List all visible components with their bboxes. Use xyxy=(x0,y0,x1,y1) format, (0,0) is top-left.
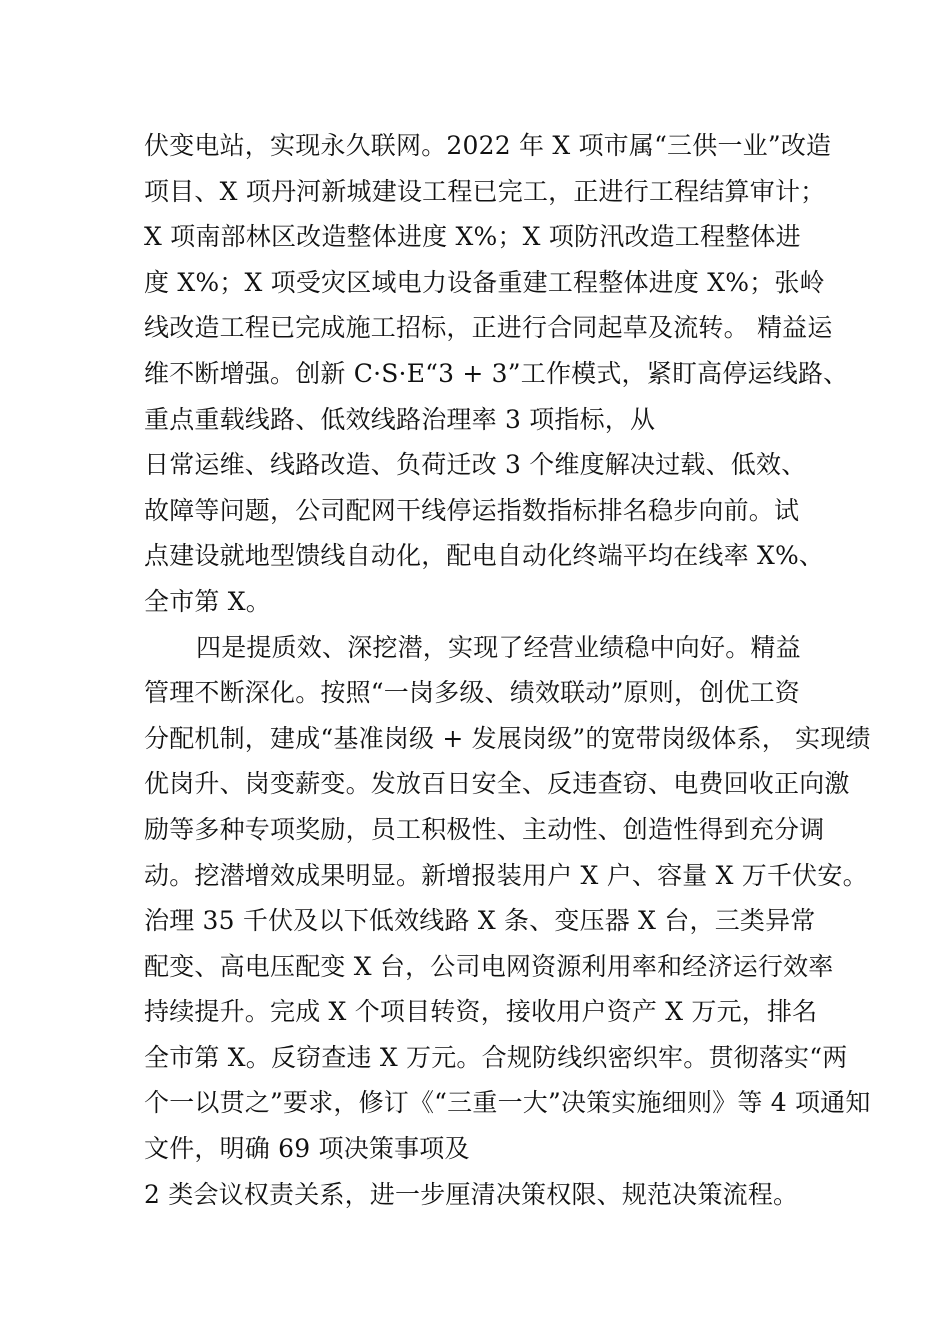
text-line: 动。挖潜增效成果明显。新增报装用户 X 户、容量 X 万千伏安。 xyxy=(144,860,868,890)
text-line: 配变、高电压配变 X 台，公司电网资源利用率和经济运行效率 xyxy=(144,951,834,981)
text-line: 重点重载线路、低效线路治理率 3 项指标，从 xyxy=(144,404,656,434)
text-line: 2 类会议权责关系，进一步厘清决策权限、规范决策流程。 xyxy=(144,1179,799,1209)
text-line: 线改造工程已完成施工招标，正进行合同起草及流转。 精益运 xyxy=(144,313,833,343)
text-line: 治理 35 千伏及以下低效线路 X 条、变压器 X 台，三类异常 xyxy=(144,906,816,936)
text-line: 个一以贯之”要求，修订《“三重一大”决策实施细则》等 4 项通知 xyxy=(144,1088,871,1118)
text-line: 持续提升。完成 X 个项目转资，接收用户资产 X 万元，排名 xyxy=(144,997,818,1027)
text-line: 伏变电站，实现永久联网。2022 年 X 项市属“三供一业”改造 xyxy=(144,131,832,160)
text-line: 分配机制，建成“基准岗级 + 发展岗级”的宽带岗级体系， 实现绩 xyxy=(144,723,871,753)
text-line: 文件，明确 69 项决策事项及 xyxy=(144,1134,470,1164)
text-line: 点建设就地型馈线自动化，配电自动化终端平均在线率 X%、 xyxy=(144,541,825,571)
text-line: 项目、X 项丹河新城建设工程已完工，正进行工程结算审计； xyxy=(144,176,826,206)
text-line: 管理不断深化。按照“一岗多级、绩效联动”原则，创优工资 xyxy=(144,678,800,708)
paragraph-start-line: 四是提质效、深挖潜，实现了经营业绩稳中向好。精益 xyxy=(196,632,801,662)
document-body xyxy=(144,123,871,1217)
text-line: 故障等问题，公司配网干线停运指数指标排名稳步向前。试 xyxy=(144,495,800,525)
text-line: 度 X%；X 项受灾区域电力设备重建工程整体进度 X%；张岭 xyxy=(144,267,825,297)
text-line: 全市第 X。 xyxy=(144,586,271,616)
text-line: 优岗升、岗变薪变。发放百日安全、反违查窃、电费回收正向激 xyxy=(144,769,850,799)
text-line: X 项南部林区改造整体进度 X%；X 项防汛改造工程整体进 xyxy=(144,222,801,252)
text-line: 日常运维、线路改造、负荷迁改 3 个维度解决过载、低效、 xyxy=(144,450,807,480)
text-line: 维不断增强。创新 C·S·E“3 + 3”工作模式，紧盯高停运线路、 xyxy=(144,358,849,388)
text-line: 全市第 X。反窃查违 X 万元。合规防线织密织牢。贯彻落实“两 xyxy=(144,1042,848,1072)
text-line: 励等多种专项奖励，员工积极性、主动性、创造性得到充分调 xyxy=(144,814,825,844)
